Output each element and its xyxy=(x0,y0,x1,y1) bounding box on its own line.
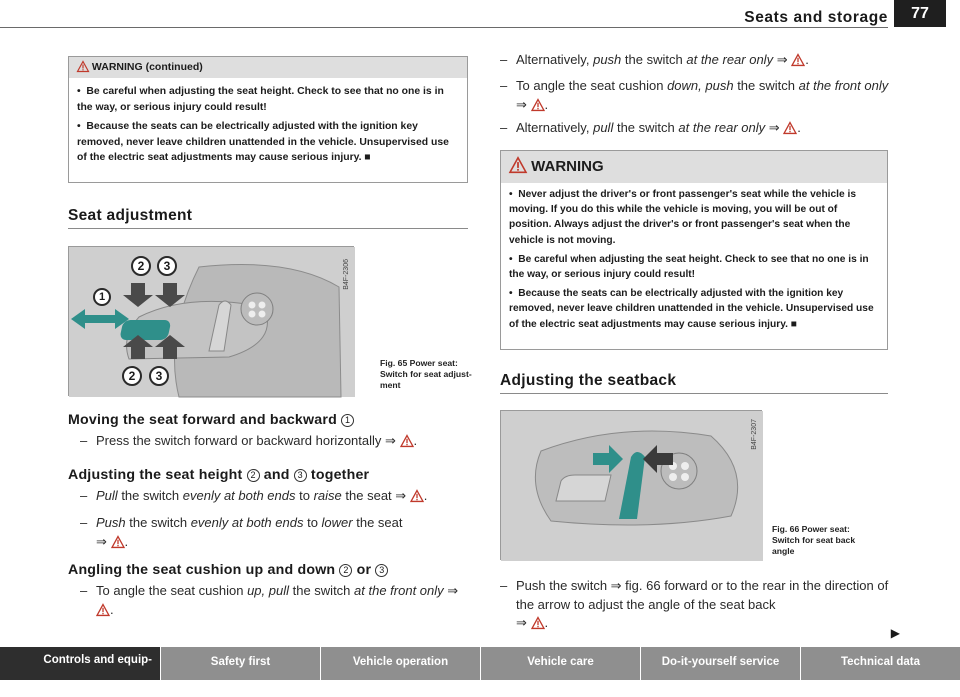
seat-height-raise: – Pull the switch evenly at both ends to raise the seat ⇒ . xyxy=(80,488,428,503)
moving-seat-heading: Moving the seat forward and backward 1 xyxy=(68,412,354,428)
moving-seat-instruction: – Press the switch forward or backward horizontally ⇒ . xyxy=(80,433,418,448)
figure-code: B4F-2306 xyxy=(343,259,350,290)
right-warning-paragraph: • Because the seats can be electrically adjusted with the ignition key removed, never leave children unattended in the vehicle. Unsupervised use of the electric seat adjustments may cause serious injury. ■ xyxy=(509,288,874,330)
page-header-title: Seats and storage xyxy=(744,9,888,26)
footer-tab-vehicle-care[interactable]: Vehicle care xyxy=(481,647,640,680)
footer-tab-vehicle-operation[interactable]: Vehicle operation xyxy=(321,647,480,680)
figure-66-caption: Fig. 66 Power seat: Switch for seat back angle xyxy=(772,524,856,556)
alt-pull-rear: – Alternatively, pull the switch at the rear only ⇒ . xyxy=(500,120,801,135)
warning-triangle-icon xyxy=(77,61,89,72)
seatback-instruction: – Push the switch ⇒ fig. 66 forward or to the rear in the direction of the arrow to adjust the angle of the seat back ⇒ . xyxy=(500,578,889,630)
figure-code: B4F-2307 xyxy=(751,419,758,450)
figure-66-seatback-switch xyxy=(500,410,762,560)
seat-height-lower: – Push the switch evenly at both ends to lower the seat ⇒ . xyxy=(80,515,403,549)
label-3-bottom: 3 xyxy=(149,366,169,386)
angling-instruction: – To angle the seat cushion up, pull the switch at the front only ⇒ . xyxy=(80,583,459,617)
right-warning-paragraph: • Never adjust the driver's or front passenger's seat while the vehicle is moving. If you do this while the vehicle is moving, you will be out of position. Always adjust the driver's or front passenger's seat when the vehicle is not moving. xyxy=(509,189,856,246)
warning-triangle-icon xyxy=(531,99,545,111)
left-warning-body xyxy=(69,78,467,174)
warning-triangle-icon xyxy=(791,54,805,66)
left-warning-box xyxy=(68,56,468,183)
footer-nav xyxy=(0,647,960,696)
right-warning-header xyxy=(501,151,887,183)
label-3-top: 3 xyxy=(157,256,177,276)
right-warning-box xyxy=(500,150,888,350)
footer-tab-technical-data[interactable]: Technical data xyxy=(801,647,960,680)
label-1: 1 xyxy=(93,288,111,306)
seat-height-heading: Adjusting the seat height 2 and 3 together xyxy=(68,467,370,483)
label-2-bottom: 2 xyxy=(122,366,142,386)
page-number: 77 xyxy=(894,0,946,27)
footer-tab-safety[interactable]: Safety first xyxy=(161,647,320,680)
warning-triangle-icon xyxy=(111,536,125,548)
left-warning-title: WARNING (continued) xyxy=(91,61,203,73)
angling-heading: Angling the seat cushion up and down 2 or 3 xyxy=(68,562,388,578)
footer-tab-controls[interactable]: Controls and equip- ment xyxy=(0,647,160,680)
left-warning-paragraph: • Because the seats can be electrically adjusted with the ignition key removed, never leave children unattended in the vehicle. Unsupervised use of the electric seat adjustments may cause serious injury. ■ xyxy=(77,121,449,163)
warning-triangle-icon xyxy=(400,435,414,447)
figure-65-seat-switch xyxy=(68,246,354,396)
alt-push-rear: – Alternatively, push the switch at the rear only ⇒ . xyxy=(500,52,809,67)
section-rule xyxy=(500,393,888,394)
seatback-title: Adjusting the seatback xyxy=(500,372,677,389)
left-warning-paragraph: • Be careful when adjusting the seat height. Check to see that no one is in the way, or serious injury could result! xyxy=(77,86,444,113)
section-rule xyxy=(68,228,468,229)
continue-arrow-icon: ▶ xyxy=(890,626,900,640)
angle-cushion-down: – To angle the seat cushion down, push the switch at the front only ⇒ . xyxy=(500,78,889,112)
warning-triangle-icon xyxy=(531,617,545,629)
label-2-top: 2 xyxy=(131,256,151,276)
seat-adjustment-title: Seat adjustment xyxy=(68,207,193,224)
right-warning-paragraph: • Be careful when adjusting the seat height. Check to see that no one is in the way, or serious injury could result! xyxy=(509,253,869,281)
left-warning-header xyxy=(69,57,467,78)
footer-tab-diy-service[interactable]: Do-it-yourself service xyxy=(641,647,800,680)
right-warning-title: WARNING xyxy=(531,158,604,175)
seatback-switch-illustration xyxy=(501,411,763,561)
header-rule xyxy=(0,27,888,28)
right-warning-body xyxy=(501,183,887,340)
warning-triangle-icon xyxy=(96,604,110,616)
figure-65-caption: Fig. 65 Power seat: Switch for seat adjust- ment xyxy=(380,358,472,390)
warning-triangle-icon xyxy=(410,490,424,502)
warning-triangle-icon xyxy=(783,122,797,134)
warning-triangle-icon xyxy=(509,157,527,173)
seat-switch-illustration xyxy=(69,247,355,397)
